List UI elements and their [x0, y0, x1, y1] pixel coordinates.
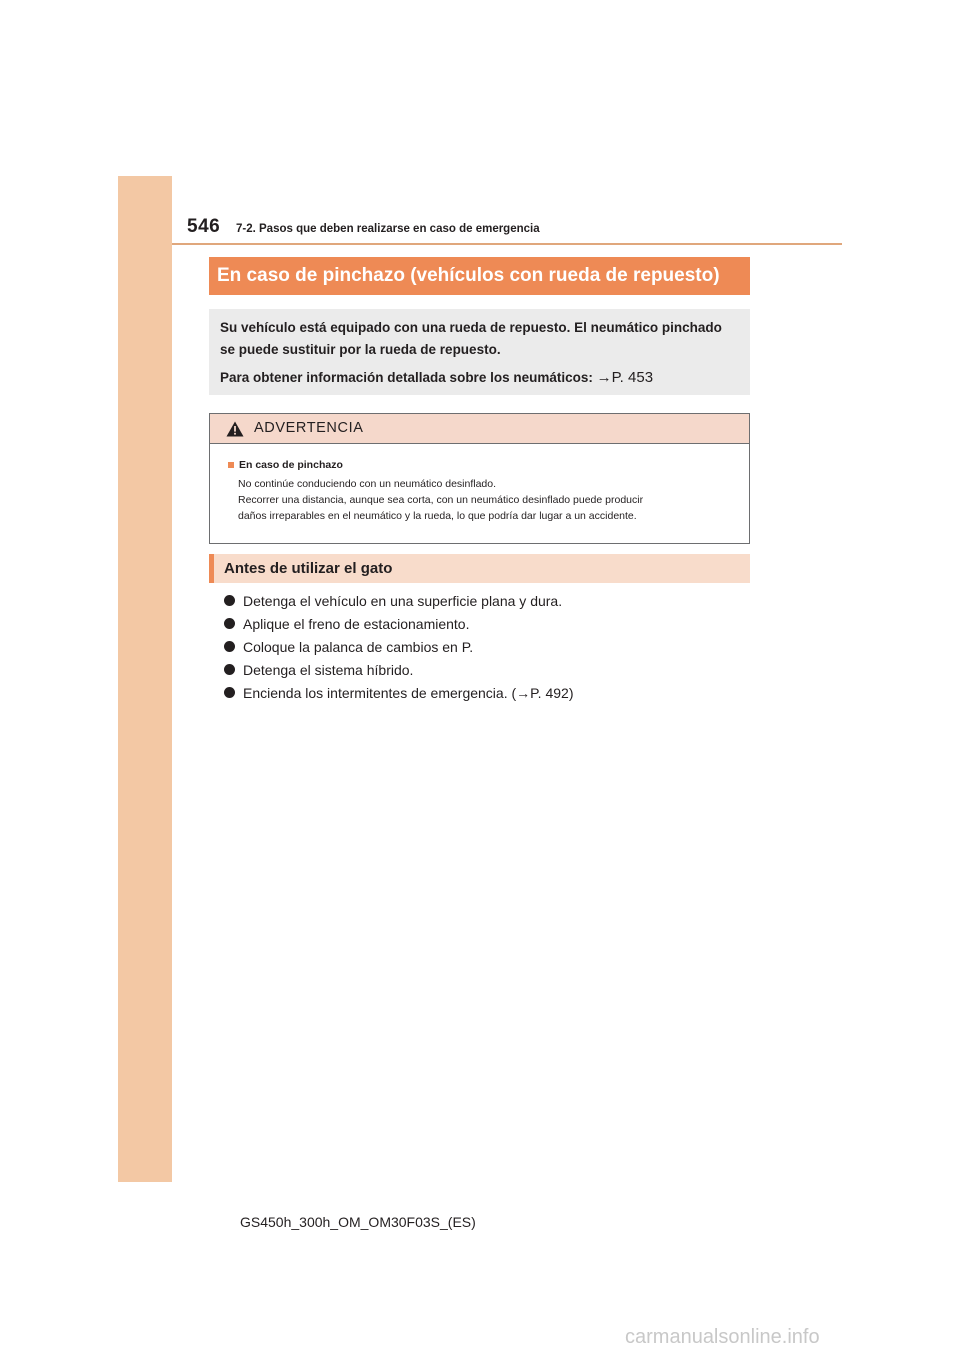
watermark[interactable]: carmanualsonline.info: [625, 1326, 820, 1348]
running-head: 7-2. Pasos que deben realizarse en caso de emergencia: [236, 223, 540, 235]
intro-box: [209, 309, 750, 395]
section-title: En caso de pinchazo (vehículos con rueda de repuesto): [217, 265, 720, 286]
warning-header: [210, 414, 749, 444]
warning-body: [210, 444, 749, 524]
step-text: Aplique el freno de estacionamiento.: [243, 615, 470, 632]
bullet-icon: [224, 664, 235, 675]
warning-line-2: Recorrer una distancia, aunque sea corta, con un neumático desinflado puede producir: [238, 494, 644, 506]
warning-text: [238, 476, 739, 524]
warning-title: ADVERTENCIA: [254, 420, 364, 436]
list-item: [224, 658, 573, 681]
square-bullet-icon: [228, 462, 234, 468]
warning-box: [209, 413, 750, 544]
warning-line-1: No continúe conduciendo con un neumático desinflado.: [238, 478, 497, 490]
steps-list: [224, 589, 573, 704]
warning-item-heading: [228, 459, 739, 471]
subsection-banner: [209, 554, 750, 583]
bullet-icon: [224, 641, 235, 652]
step-text: Detenga el sistema híbrido.: [243, 661, 414, 678]
subsection-title: Antes de utilizar el gato: [224, 560, 393, 577]
intro-reference-page-link[interactable]: →P. 453: [596, 369, 654, 386]
step-text[interactable]: Encienda los intermitentes de emergencia. (→P. 492): [243, 684, 574, 701]
chapter-side-band: [118, 176, 172, 1182]
intro-line-1: Su vehículo está equipado con una rueda de repuesto. El neumático pinchado: [220, 320, 722, 335]
warning-line-3: daños irreparables en el neumático y la rueda, lo que podría dar lugar a un accidente.: [238, 510, 637, 522]
footer-code: GS450h_300h_OM_OM30F03S_(ES): [240, 1214, 476, 1230]
bullet-icon: [224, 618, 235, 629]
list-item: [224, 612, 573, 635]
list-item: [224, 589, 573, 612]
bullet-icon: [224, 595, 235, 606]
list-item: [224, 681, 573, 704]
warning-item-title: En caso de pinchazo: [239, 459, 343, 471]
intro-line-2: se puede sustituir por la rueda de repuesto.: [220, 342, 501, 357]
step-text: Detenga el vehículo en una superficie plana y dura.: [243, 592, 563, 609]
step-text: Coloque la palanca de cambios en P.: [243, 638, 474, 655]
page-number: 546: [187, 216, 221, 237]
intro-reference: [220, 367, 740, 389]
warning-triangle-icon: [226, 421, 244, 437]
section-title-banner: [209, 257, 750, 295]
intro-reference-text: Para obtener información detallada sobre los neumáticos:: [220, 370, 597, 385]
header-rule: [172, 243, 842, 245]
list-item: [224, 635, 573, 658]
bullet-icon: [224, 687, 235, 698]
